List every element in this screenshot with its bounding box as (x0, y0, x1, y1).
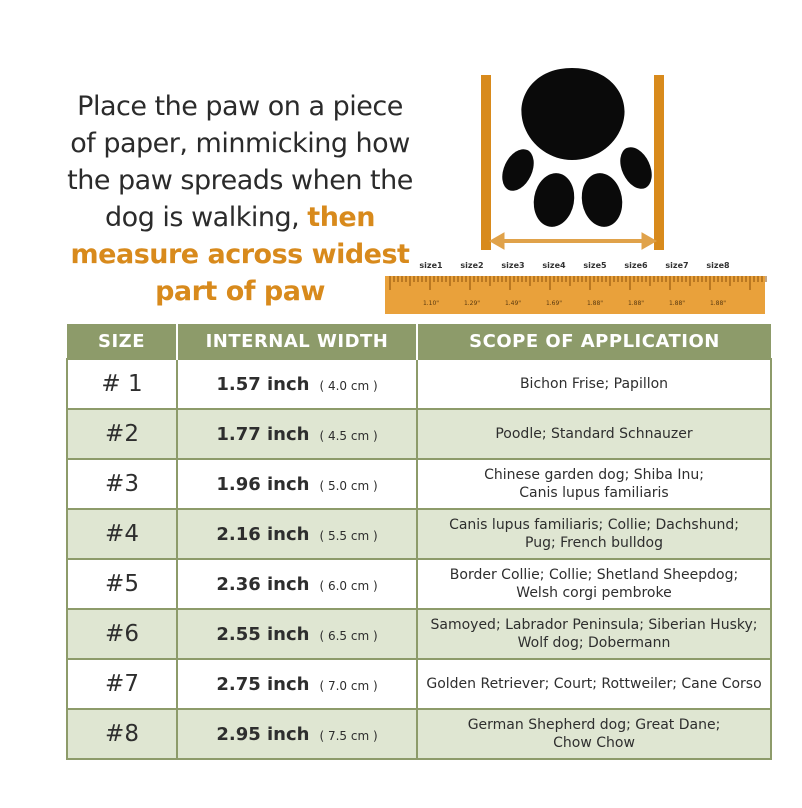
size-cell: #8 (67, 709, 177, 759)
table-row (67, 709, 771, 759)
scope-line-2: Welsh corgi pembroke (516, 585, 672, 601)
instruction-line-1: Place the paw on a piece (77, 91, 403, 122)
width-cm: ( 4.5 cm ) (319, 428, 378, 443)
width-inch: 2.16 inch (216, 523, 310, 545)
width-inch: 1.96 inch (216, 473, 310, 495)
scope-cell (417, 659, 771, 709)
table-row (67, 609, 771, 659)
width-inch: 2.95 inch (216, 723, 310, 745)
scope-line-1: Border Collie; Collie; Shetland Sheepdog; (449, 567, 739, 583)
right-guide-bar (654, 75, 664, 250)
scope-cell (417, 359, 771, 409)
scope-cell (417, 559, 771, 609)
ruler-size-value: 1.88" (709, 300, 727, 307)
width-cm: ( 6.0 cm ) (319, 578, 378, 593)
size-cell: #6 (67, 609, 177, 659)
ruler-size-label: size6 (624, 261, 648, 270)
scope-line-1: Golden Retriever; Court; Rottweiler; Cane Corso (426, 676, 762, 692)
ruler-size-value: 1.88" (627, 300, 645, 307)
width-cell (177, 709, 417, 759)
table-row (67, 459, 771, 509)
width-cm: ( 7.0 cm ) (319, 678, 378, 693)
ruler-size-label: size3 (501, 261, 525, 270)
header-size: SIZE (67, 324, 177, 359)
ruler-size-value: 1.10" (422, 300, 440, 307)
width-inch: 2.75 inch (216, 673, 310, 695)
size-cell: #2 (67, 409, 177, 459)
table-row (67, 409, 771, 459)
width-cell (177, 409, 417, 459)
ruler-size-value: 1.49" (504, 300, 522, 307)
size-cell: #5 (67, 559, 177, 609)
instruction-line-4-start: dog is walking, (105, 202, 300, 233)
size-table (66, 324, 772, 760)
size-cell: #7 (67, 659, 177, 709)
width-cm: ( 7.5 cm ) (319, 728, 378, 743)
ruler-size-label: size2 (460, 261, 484, 270)
table-row (67, 659, 771, 709)
ruler-icon (385, 276, 766, 314)
scope-line-1: German Shepherd dog; Great Dane; (467, 717, 721, 733)
scope-line-2: Pug; French bulldog (525, 535, 663, 551)
width-cm: ( 4.0 cm ) (319, 378, 378, 393)
scope-line-2: Canis lupus familiaris (519, 485, 669, 501)
paw-measure-illustration (0, 0, 802, 320)
width-cell (177, 609, 417, 659)
width-inch: 2.36 inch (216, 573, 310, 595)
paw-print-icon (496, 68, 658, 230)
ruler-size-value: 1.88" (586, 300, 604, 307)
size-cell: # 1 (67, 359, 177, 409)
ruler-size-label: size5 (583, 261, 607, 270)
ruler-size-value: 1.29" (463, 300, 481, 307)
width-cell (177, 459, 417, 509)
ruler-size-value: 1.69" (545, 300, 563, 307)
table-header-row (67, 324, 771, 359)
width-cm: ( 6.5 cm ) (319, 628, 378, 643)
scope-cell (417, 409, 771, 459)
ruler-size-label: size1 (419, 261, 443, 270)
width-cell (177, 659, 417, 709)
scope-line-1: Samoyed; Labrador Peninsula; Siberian Husky; (430, 617, 758, 633)
scope-cell (417, 509, 771, 559)
width-inch: 2.55 inch (216, 623, 310, 645)
scope-cell (417, 459, 771, 509)
instruction-highlight-widest: part of paw (155, 276, 325, 307)
table-row (67, 359, 771, 409)
ruler-size-label: size7 (665, 261, 689, 270)
size-cell: #4 (67, 509, 177, 559)
scope-cell (417, 709, 771, 759)
instruction-highlight-then: then (307, 202, 375, 233)
paw-measure-figure (0, 0, 802, 320)
table-row (67, 559, 771, 609)
ruler-size-value: 1.88" (668, 300, 686, 307)
ruler-size-label: size4 (542, 261, 566, 270)
size-cell: #3 (67, 459, 177, 509)
width-cm: ( 5.0 cm ) (319, 478, 378, 493)
table-row (67, 509, 771, 559)
ruler-size-label: size8 (706, 261, 730, 270)
instruction-line-3: the paw spreads when the (67, 165, 413, 196)
scope-line-2: Chow Chow (553, 735, 635, 751)
header-internal-width: INTERNAL WIDTH (177, 324, 417, 359)
scope-line-1: Canis lupus familiaris; Collie; Dachshund; (449, 517, 739, 533)
scope-cell (417, 609, 771, 659)
scope-line-2: Wolf dog; Dobermann (517, 635, 671, 651)
instruction-line-2: of paper, minmicking how (70, 128, 410, 159)
measure-arrow-icon (490, 233, 656, 249)
left-guide-bar (481, 75, 491, 250)
scope-line-1: Bichon Frise; Papillon (519, 376, 669, 392)
width-cell (177, 509, 417, 559)
scope-line-1: Poodle; Standard Schnauzer (495, 426, 693, 442)
width-cell (177, 559, 417, 609)
width-cm: ( 5.5 cm ) (319, 528, 378, 543)
width-cell (177, 359, 417, 409)
header-scope: SCOPE OF APPLICATION (417, 324, 771, 359)
width-inch: 1.57 inch (216, 373, 310, 395)
scope-line-1: Chinese garden dog; Shiba Inu; (484, 467, 704, 483)
instruction-highlight-measure: measure across widest (70, 239, 410, 270)
width-inch: 1.77 inch (216, 423, 310, 445)
